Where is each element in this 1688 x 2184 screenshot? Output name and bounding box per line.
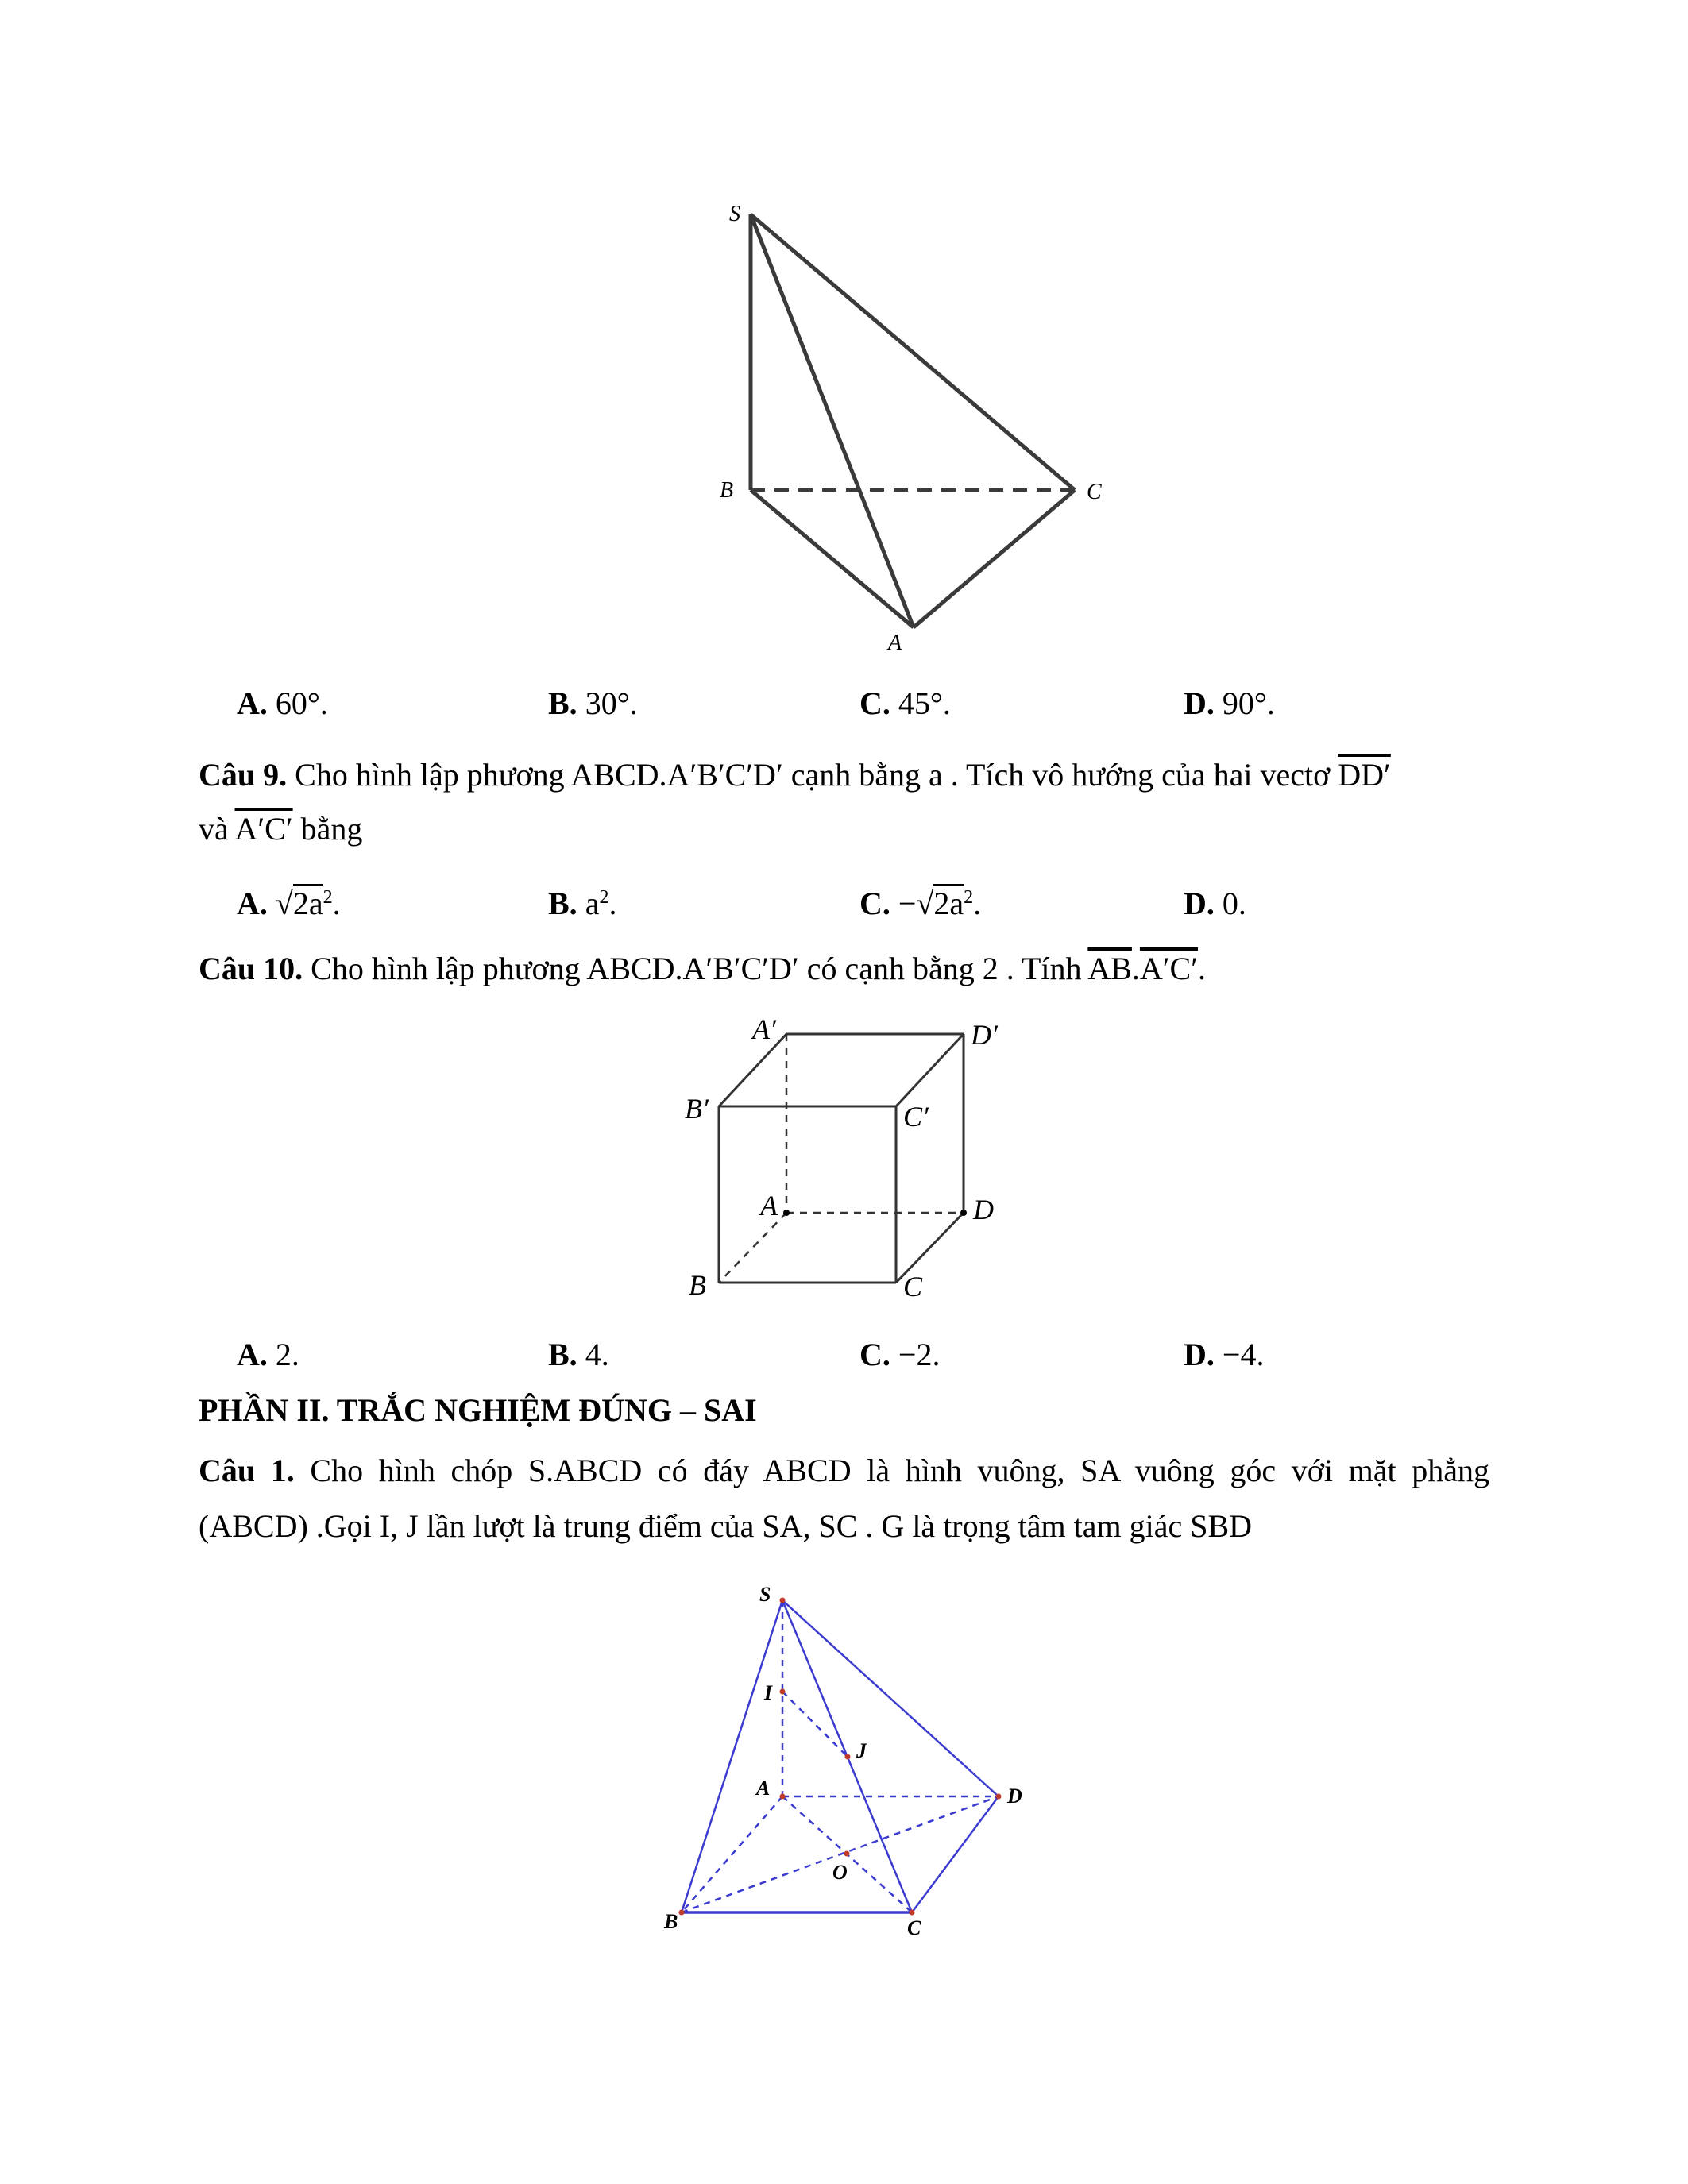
label-c-prime: C′	[903, 1101, 929, 1133]
label-c: C	[903, 1271, 923, 1302]
q1-line1: Cho hình chóp S.ABCD có đáy ABCD là hình vuông, SA vuông góc với mặt phẳng	[294, 1453, 1489, 1488]
option-key: D.	[1184, 1337, 1215, 1372]
option-text: 2a	[933, 886, 964, 921]
q9-line2-suffix: bằng	[292, 811, 363, 847]
option-post: .	[608, 886, 617, 921]
option-key: B.	[548, 1337, 577, 1372]
label-c: C	[907, 1916, 921, 1939]
option-sup: 2	[964, 887, 974, 908]
option-key: A.	[237, 685, 268, 721]
q10-body: Cho hình lập phương ABCD.A′B′C′D′ có cạnh bằng 2 . Tính	[303, 951, 1088, 986]
option-text: 90°.	[1222, 685, 1275, 721]
label-b-prime: B′	[685, 1093, 709, 1125]
q10-vector-ab: $\overline{AB}$	[1087, 951, 1132, 986]
option-text: 2.	[275, 1337, 299, 1372]
q9-line2-prefix: và	[199, 811, 235, 847]
label-i: I	[764, 1681, 773, 1704]
q1-text-line2: (ABCD) .Gọi I, J lần lượt là trung điểm của SA, SC . G là trọng tâm tam giác SBD	[199, 1508, 1253, 1544]
option-sup: 2	[599, 887, 609, 908]
label-d-prime: D′	[971, 1019, 998, 1051]
label-a: A	[888, 631, 902, 655]
option-key: B.	[548, 685, 577, 721]
q10-label: Câu 10.	[199, 951, 303, 986]
option-text: 4.	[585, 1337, 609, 1372]
option-text: −4.	[1222, 1337, 1265, 1372]
label-a-prime: A′	[752, 1013, 776, 1045]
q1-label: Câu 1.	[199, 1453, 295, 1488]
option-text: 30°.	[585, 685, 638, 721]
option-key: C.	[859, 685, 890, 721]
option-post: .	[332, 886, 341, 921]
q10-dot: .	[1131, 951, 1140, 986]
option-text: 60°.	[275, 685, 328, 721]
q10-end: .	[1197, 951, 1206, 986]
option-key: D.	[1184, 886, 1215, 921]
label-d: D	[973, 1194, 994, 1225]
option-key: C.	[859, 886, 890, 921]
label-a: A	[756, 1777, 771, 1800]
q9-text: Cho hình lập phương ABCD.A′B′C′D′ cạnh bằng a . Tích vô hướng của hai vectơ	[287, 757, 1338, 793]
q10-vector-ac: A′C′	[1139, 951, 1198, 986]
option-key: A.	[237, 1337, 268, 1372]
option-post: .	[973, 886, 982, 921]
option-sup: 2	[323, 887, 333, 908]
option-text: 0	[1222, 886, 1238, 921]
option-text: a	[585, 886, 600, 921]
option-post: .	[1238, 886, 1246, 921]
option-pre: √	[275, 886, 293, 921]
label-b: B	[689, 1269, 706, 1301]
label-o: O	[832, 1861, 848, 1884]
option-key: B.	[548, 886, 577, 921]
q9-label: Câu 9.	[199, 757, 288, 793]
label-s: S	[759, 1583, 771, 1606]
label-c: C	[1087, 480, 1102, 504]
option-text: 2a	[292, 886, 323, 921]
option-key: D.	[1184, 685, 1215, 721]
label-a: A	[760, 1190, 778, 1221]
label-b: B	[664, 1910, 678, 1933]
option-pre: −√	[898, 886, 934, 921]
option-text: −2.	[898, 1337, 941, 1372]
option-key: C.	[859, 1337, 890, 1372]
section-title: PHẦN II. TRẮC NGHIỆM ĐÚNG – SAI	[199, 1392, 757, 1428]
label-s: S	[729, 202, 740, 226]
option-text: 45°.	[898, 685, 951, 721]
label-j: J	[856, 1739, 867, 1762]
option-key: A.	[237, 886, 268, 921]
q9-vector-dd: DD′	[1338, 757, 1391, 793]
label-b: B	[720, 478, 734, 503]
label-d: D	[1007, 1785, 1022, 1808]
q9-vector-ac: A′C′	[234, 811, 293, 847]
